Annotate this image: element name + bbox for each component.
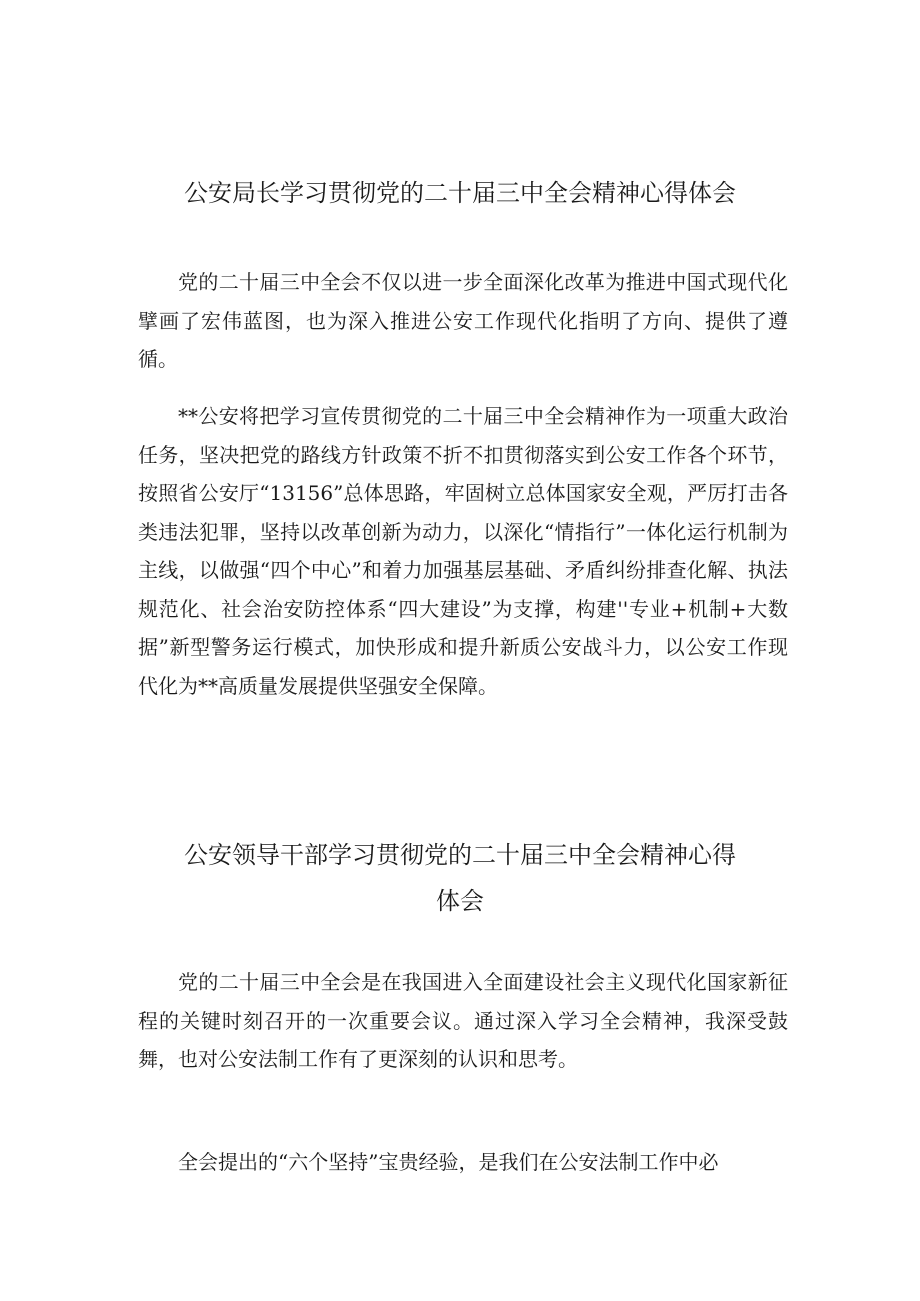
section1-paragraph-1: 党的二十届三中全会不仅以进一步全面深化改革为推进中国式现代化擘画了宏伟蓝图，也为深入推进公安工作现代化指明了方向、提供了遵循。 <box>138 270 788 371</box>
section1-paragraph-2: **公安将把学习宣传贯彻党的二十届三中全会精神作为一项重大政治任务，坚决把党的路线方针政策不折不扣贯彻落实到公安工作各个环节，按照省公安厅“13156”总体思路，牢固树立总体国家安全观，严厉打击各类违法犯罪，坚持以改革创新为动力，以深化“情指行”一体化运行机制为主线，以做强“四个中心”和着力加强基层基础、矛盾纠纷排查化解、执法规范化、社会治安防控体系“四大建设”为支撑，构建''专业+机制+大数据”新型警务运行模式，加快形成和提升新质公安战斗力，以公安工作现代化为**高质量发展提供坚强安全保障。 <box>138 404 788 698</box>
section2-title <box>0 832 920 924</box>
section1-title: 公安局长学习贯彻党的二十届三中全会精神心得体会 <box>184 179 736 207</box>
section2-title-line-2: 体会 <box>436 887 484 915</box>
section2-paragraph-1: 党的二十届三中全会是在我国进入全面建设社会主义现代化国家新征程的关键时刻召开的一次重要会议。通过深入学习全会精神，我深受鼓舞，也对公安法制工作有了更深刻的认识和思考。 <box>138 970 788 1071</box>
section2-paragraph-2: 全会提出的“六个坚持”宝贵经验，是我们在公安法制工作中必 <box>178 1150 719 1174</box>
section2-title-line-1: 公安领导干部学习贯彻党的二十届三中全会精神心得 <box>184 841 736 869</box>
